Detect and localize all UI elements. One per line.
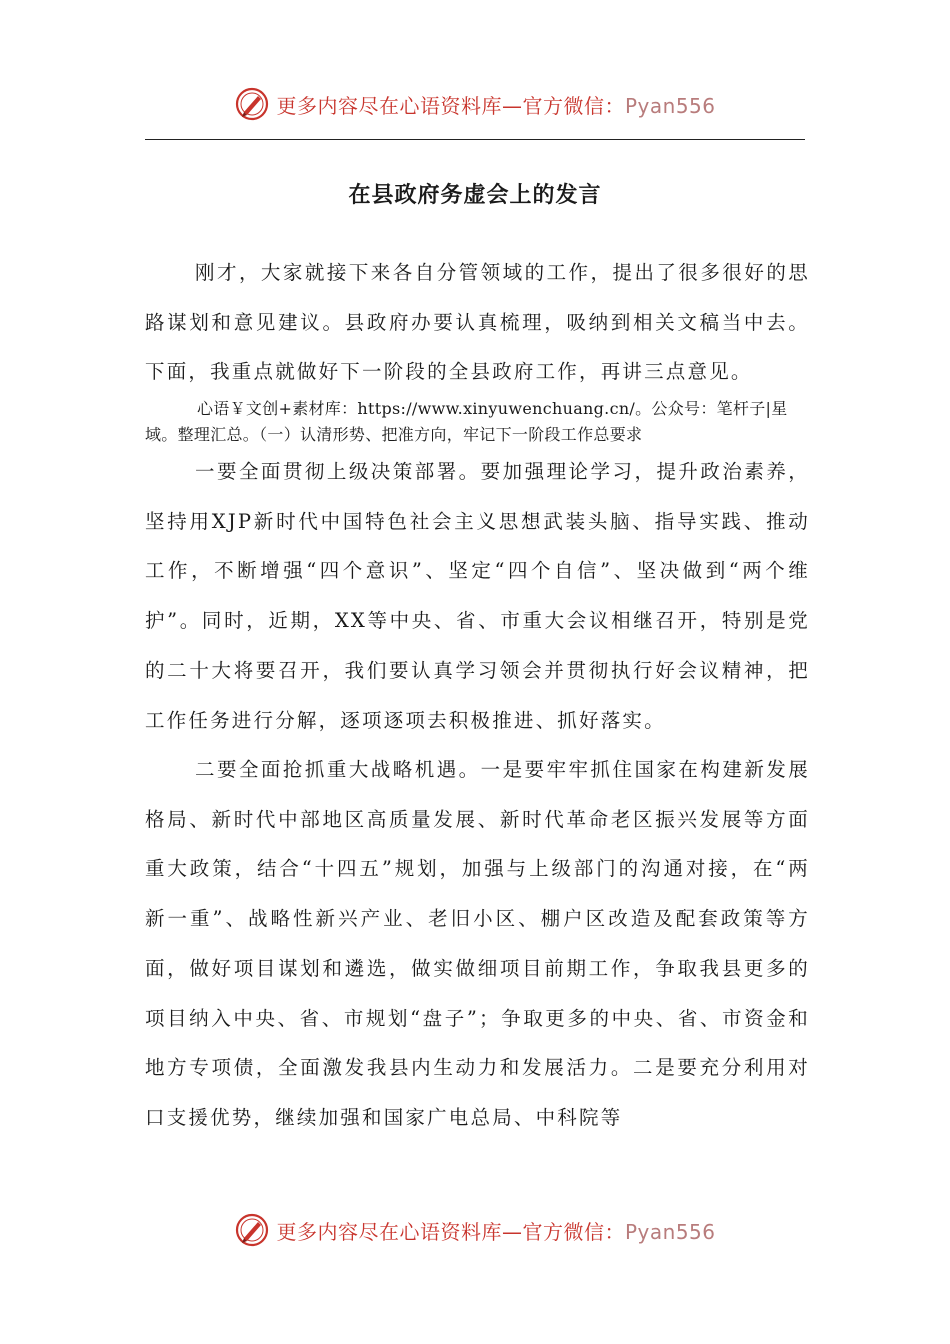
watermark-text: 更多内容尽在心语资料库—官方微信：Pyan556 xyxy=(276,93,716,118)
pen-seal-icon xyxy=(234,86,270,122)
watermark-banner-bottom xyxy=(0,1208,950,1252)
wechat-id: Pyan556 xyxy=(624,1219,716,1244)
paragraph-point-one: 一要全面贯彻上级决策部署。要加强理论学习，提升政治素养，坚持用XJP新时代中国特色社会主义思想武装头脑、指导实践、推动工作，不断增强“四个意识”、坚定“四个自信”、坚决做到“两个维护”。同时，近期，XX等中央、省、市重大会议相继召开，特别是党的二十大将要召开，我们要认真学习领会并贯彻执行好会议精神，把工作任务进行分解，逐项逐项去积极推进、抓好落实。 xyxy=(145,460,810,732)
document-title: 在县政府务虚会上的发言 xyxy=(348,183,602,208)
watermark-banner-top xyxy=(0,82,950,126)
header-rule xyxy=(145,139,805,140)
paragraph-source-note: 心语￥文创+素材库：https://www.xinyuwenchuang.cn/。公众号：笔杆子|星域。整理汇总。（一）认清形势、把准方向，牢记下一阶段工作总要求 xyxy=(145,399,788,444)
paragraph-point-two: 二要全面抢抓重大战略机遇。一是要牢牢抓住国家在构建新发展格局、新时代中部地区高质量发展、新时代革命老区振兴发展等方面重大政策，结合“十四五”规划，加强与上级部门的沟通对接，在“两新一重”、战略性新兴产业、老旧小区、棚户区改造及配套政策等方面，做好项目谋划和遴选，做实做细项目前期工作，争取我县更多的项目纳入中央、省、市规划“盘子”；争取更多的中央、省、市资金和地方专项债，全面激发我县内生动力和发展活力。二是要充分利用对口支援优势，继续加强和国家广电总局、中科院等 xyxy=(145,758,810,1129)
paragraph-intro: 刚才，大家就接下来各自分管领域的工作，提出了很多很好的思路谋划和意见建议。县政府办要认真梳理，吸纳到相关文稿当中去。下面，我重点就做好下一阶段的全县政府工作，再讲三点意见。 xyxy=(145,261,810,384)
pen-seal-icon xyxy=(234,1212,270,1248)
wechat-id: Pyan556 xyxy=(624,93,716,118)
watermark-text: 更多内容尽在心语资料库—官方微信：Pyan556 xyxy=(276,1219,716,1244)
